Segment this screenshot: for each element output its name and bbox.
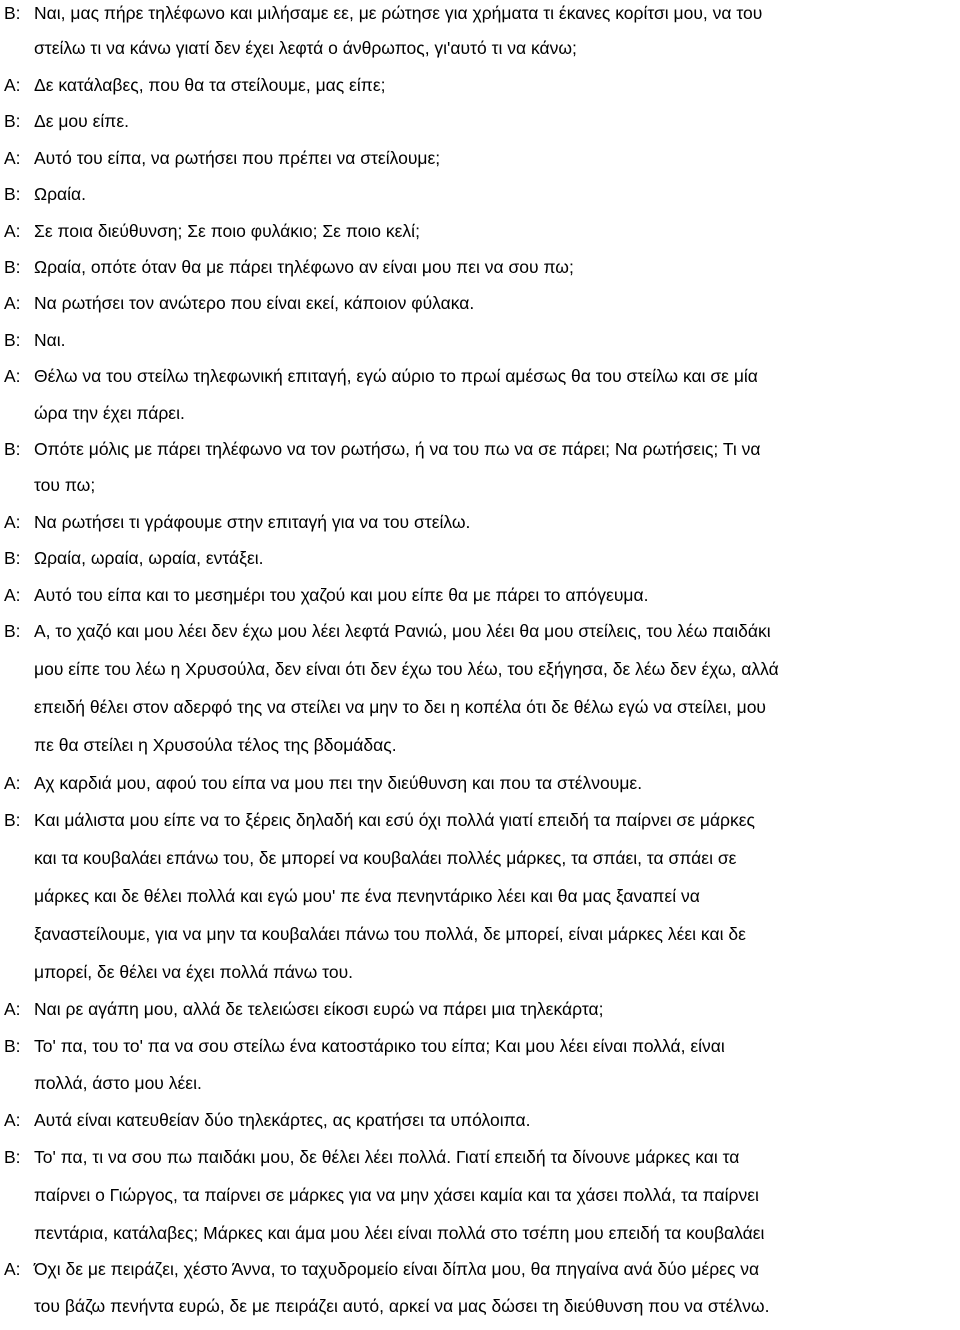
speaker-label: Β:: [4, 1036, 21, 1056]
line-text: Σε ποια διεύθυνση; Σε ποιο φυλάκιο; Σε ποιο κελί;: [34, 221, 420, 241]
speaker-label: Α:: [4, 366, 21, 386]
line-text: μάρκες και δε θέλει πολλά και εγώ μου' πε ένα πενηντάρικο λέει και θα μας ξαναπεί να: [34, 886, 700, 906]
line-text: Ωραία, οπότε όταν θα με πάρει τηλέφωνο αν είναι μου πει να σου πω;: [34, 257, 574, 277]
speaker-label: Α:: [4, 148, 21, 168]
dialogue-continuation-line: [4, 1185, 759, 1205]
line-text: Αυτό του είπα, να ρωτήσει που πρέπει να στείλουμε;: [34, 148, 441, 168]
dialogue-line: [4, 366, 758, 386]
line-text: Αυτό του είπα και το μεσημέρι του χαζού και μου είπε θα με πάρει το απόγευμα.: [34, 585, 649, 605]
line-text: και τα κουβαλάει επάνω του, δε μπορεί να κουβαλάει πολλές μάρκες, τα σπάει, τα σπάει σε: [34, 848, 737, 868]
line-text: ώρα την έχει πάρει.: [34, 403, 185, 423]
speaker-label: Α:: [4, 512, 21, 532]
speaker-label: Α:: [4, 75, 21, 95]
speaker-label: Β:: [4, 1147, 21, 1167]
speaker-label: Β:: [4, 621, 21, 641]
line-text: Να ρωτήσει τι γράφουμε στην επιταγή για να του στείλω.: [34, 512, 471, 532]
speaker-label: Α:: [4, 773, 21, 793]
speaker-label: Β:: [4, 184, 21, 204]
dialogue-line: [4, 221, 420, 241]
line-text: πολλά, άστο μου λέει.: [34, 1073, 202, 1093]
line-text: Αυτά είναι κατευθείαν δύο τηλεκάρτες, ας κρατήσει τα υπόλοιπα.: [34, 1110, 531, 1130]
dialogue-line: [4, 773, 642, 793]
line-text: Το' πα, του το' πα να σου στείλω ένα κατοστάρικο του είπα; Και μου λέει είναι πολλά, είναι: [34, 1036, 725, 1056]
dialogue-continuation-line: [4, 1073, 202, 1093]
speaker-label: Β:: [4, 330, 21, 350]
line-text: Να ρωτήσει τον ανώτερο που είναι εκεί, κάποιον φύλακα.: [34, 293, 475, 313]
line-text: του πω;: [34, 475, 96, 495]
line-text: στείλω τι να κάνω γιατί δεν έχει λεφτά ο άνθρωπος, γι'αυτό τι να κάνω;: [34, 38, 577, 58]
speaker-label: Β:: [4, 548, 21, 568]
line-text: μπορεί, δε θέλει να έχει πολλά πάνω του.: [34, 962, 354, 982]
line-text: πεντάρια, κατάλαβες; Μάρκες και άμα μου λέει είναι πολλά στο τσέπη μου επειδή τα κουβαλάει: [34, 1223, 765, 1243]
dialogue-line: [4, 621, 771, 641]
line-text: Α, το χαζό και μου λέει δεν έχω μου λέει λεφτά Ρανιώ, μου λέει θα μου στείλεις, του λέω παιδάκι: [34, 621, 771, 641]
dialogue-line: [4, 330, 66, 350]
line-text: Ωραία.: [34, 184, 87, 204]
dialogue-line: [4, 3, 762, 23]
dialogue-line: [4, 439, 761, 459]
line-text: Αχ καρδιά μου, αφού του είπα να μου πει την διεύθυνση και που τα στέλνουμε.: [34, 773, 643, 793]
dialogue-line: [4, 148, 440, 168]
line-text: Ναι, μας πήρε τηλέφωνο και μιλήσαμε εε, με ρώτησε για χρήματα τι έκανες κορίτσι μου, να του: [34, 3, 763, 23]
speaker-label: Α:: [4, 1110, 21, 1130]
dialogue-continuation-line: [4, 1296, 769, 1316]
dialogue-line: [4, 999, 604, 1019]
dialogue-continuation-line: [4, 848, 736, 868]
dialogue-continuation-line: [4, 924, 746, 944]
speaker-label: Α:: [4, 999, 21, 1019]
line-text: μου είπε του λέω η Χρυσούλα, δεν είναι ότι δεν έχω του λέω, του εξήγησα, δε λέω δεν έχω, αλλά: [34, 659, 779, 679]
dialogue-line: [4, 111, 129, 131]
line-text: επειδή θέλει στον αδερφό της να στείλει να μην το δει η κοπέλα ότι δε θέλω εγώ να στείλει, μου: [34, 697, 767, 717]
dialogue-continuation-line: [4, 962, 353, 982]
speaker-label: Β:: [4, 111, 21, 131]
dialogue-continuation-line: [4, 475, 95, 495]
line-text: Δε μου είπε.: [34, 111, 130, 131]
dialogue-line: [4, 75, 386, 95]
speaker-label: Β:: [4, 439, 21, 459]
dialogue-continuation-line: [4, 659, 779, 679]
speaker-label: Α:: [4, 1259, 21, 1279]
line-text: του βάζω πενήντα ευρώ, δε με πειράζει αυτό, αρκεί να μας δώσει τη διεύθυνση που να στέλνω.: [34, 1296, 770, 1316]
dialogue-line: [4, 548, 264, 568]
dialogue-line: [4, 1036, 725, 1056]
dialogue-line: [4, 1110, 530, 1130]
dialogue-line: [4, 512, 470, 532]
dialogue-line: [4, 293, 474, 313]
line-text: Δε κατάλαβες, που θα τα στείλουμε, μας είπε;: [34, 75, 386, 95]
line-text: πε θα στείλει η Χρυσούλα τέλος της βδομάδας.: [34, 735, 397, 755]
dialogue-line: [4, 1259, 759, 1279]
speaker-label: Β:: [4, 810, 21, 830]
line-text: Ναι.: [34, 330, 66, 350]
dialogue-continuation-line: [4, 886, 700, 906]
line-text: Το' πα, τι να σου πω παιδάκι μου, δε θέλει λέει πολλά. Γιατί επειδή τα δίνουνε μάρκες και τα: [34, 1147, 740, 1167]
line-text: Θέλω να του στείλω τηλεφωνική επιταγή, εγώ αύριο το πρωί αμέσως θα του στείλω και σε μία: [34, 366, 758, 386]
speaker-label: Α:: [4, 293, 21, 313]
dialogue-continuation-line: [4, 735, 397, 755]
dialogue-continuation-line: [4, 1223, 764, 1243]
dialogue-continuation-line: [4, 403, 185, 423]
dialogue-continuation-line: [4, 38, 577, 58]
line-text: Ναι ρε αγάπη μου, αλλά δε τελειώσει είκοσι ευρώ να πάρει μια τηλεκάρτα;: [34, 999, 604, 1019]
speaker-label: Β:: [4, 3, 21, 23]
dialogue-line: [4, 810, 755, 830]
speaker-label: Β:: [4, 257, 21, 277]
dialogue-line: [4, 257, 574, 277]
line-text: Οπότε μόλις με πάρει τηλέφωνο να τον ρωτήσω, ή να του πω να σε πάρει; Να ρωτήσεις; Τι να: [34, 439, 761, 459]
speaker-label: Α:: [4, 221, 21, 241]
dialogue-line: [4, 585, 648, 605]
speaker-label: Α:: [4, 585, 21, 605]
line-text: Ωραία, ωραία, ωραία, εντάξει.: [34, 548, 264, 568]
dialogue-continuation-line: [4, 697, 766, 717]
line-text: ξαναστείλουμε, για να μην τα κουβαλάει πάνω του πολλά, δε μπορεί, είναι μάρκες λέει και δε: [34, 924, 746, 944]
dialogue-line: [4, 1147, 739, 1167]
line-text: Όχι δε με πειράζει, χέστο Άννα, το ταχυδρομείο είναι δίπλα μου, θα πηγαίνα ανά δύο μέρες να: [34, 1259, 760, 1279]
line-text: Και μάλιστα μου είπε να το ξέρεις δηλαδή και εσύ όχι πολλά γιατί επειδή τα παίρνει σε μάρκες: [34, 810, 755, 830]
dialogue-line: [4, 184, 86, 204]
line-text: παίρνει ο Γιώργος, τα παίρνει σε μάρκες για να μην χάσει καμία και τα χάσει πολλά, τα παίρνει: [34, 1185, 759, 1205]
